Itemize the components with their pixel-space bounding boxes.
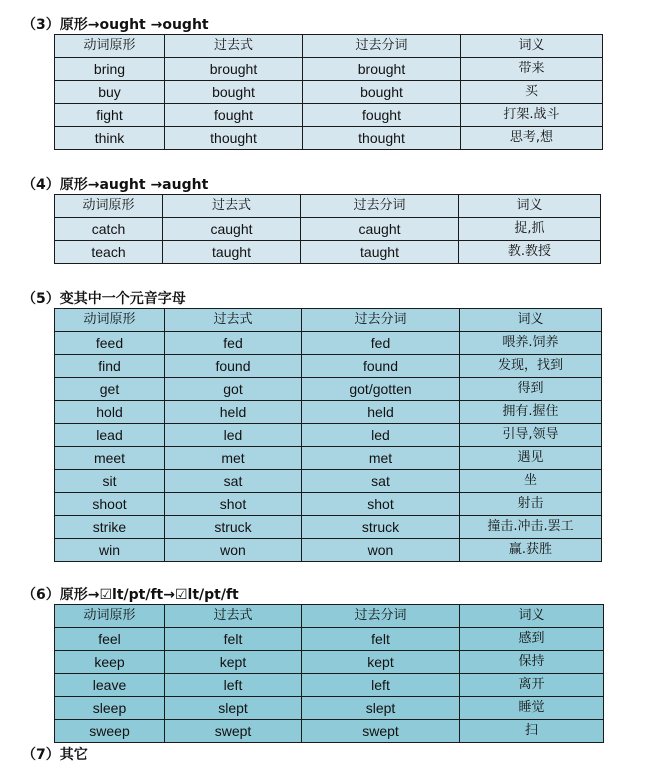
table-row [55,674,604,697]
cell-meaning: 引导,领导 [460,424,602,447]
cell-base: teach [55,241,163,264]
cell-base: win [55,539,165,562]
table-row [55,516,602,539]
cell-base: sit [55,470,165,493]
cell-meaning: 教.教授 [459,241,601,264]
table-row [55,539,602,562]
cell-meaning: 感到 [460,628,604,651]
table-row [55,424,602,447]
table-header-row [55,35,603,58]
cell-participle: caught [301,218,459,241]
cell-participle: met [302,447,460,470]
section-title: 原形→☑lt/pt/ft→☑lt/pt/ft [59,587,239,603]
cell-past: struck [165,516,302,539]
cell-past: shot [165,493,302,516]
cell-participle: swept [302,720,460,743]
cell-past: thought [165,127,303,150]
cell-meaning: 思考,想 [461,127,603,150]
verb-table [54,308,602,562]
section-number: （3） [22,17,60,33]
cell-participle: fed [302,332,460,355]
table-header-row [55,309,602,332]
cell-meaning: 睡觉 [460,697,604,720]
cell-participle: felt [302,628,460,651]
table-row [55,58,603,81]
cell-past: left [165,674,302,697]
cell-participle: slept [302,697,460,720]
col-header-participle: 过去分词 [302,309,460,332]
col-header-past: 过去式 [165,35,303,58]
section-number: （6） [22,587,60,603]
section-5 [22,288,602,562]
section-heading [22,584,604,604]
cell-meaning: 发现，找到 [460,355,602,378]
table-header-row [55,605,604,628]
table-row [55,720,604,743]
col-header-past: 过去式 [165,309,302,332]
cell-past: held [165,401,302,424]
cell-base: meet [55,447,165,470]
col-header-participle: 过去分词 [302,605,460,628]
section-heading [22,174,601,194]
cell-meaning: 射击 [460,493,602,516]
cell-past: slept [165,697,302,720]
section-4 [22,174,601,264]
section-6 [22,584,604,743]
section-title: 变其中一个元音字母 [59,291,186,307]
table-row [55,697,604,720]
cell-participle: shot [302,493,460,516]
cell-base: sweep [55,720,165,743]
section-heading [22,288,602,308]
cell-participle: brought [303,58,461,81]
table-row [55,81,603,104]
section-3 [22,14,603,150]
next-section-heading: （7）其它 [22,747,88,763]
table-row [55,332,602,355]
cell-participle: held [302,401,460,424]
table-row [55,241,601,264]
table-row [55,104,603,127]
cell-meaning: 扫 [460,720,604,743]
cell-past: swept [165,720,302,743]
table-row [55,127,603,150]
cell-past: fought [165,104,303,127]
verb-table [54,34,603,150]
col-header-past: 过去式 [165,605,302,628]
cell-participle: left [302,674,460,697]
table-row [55,355,602,378]
col-header-participle: 过去分词 [303,35,461,58]
cell-base: bring [55,58,165,81]
cell-meaning: 坐 [460,470,602,493]
cell-meaning: 保持 [460,651,604,674]
table-row [55,447,602,470]
col-header-meaning: 词义 [460,309,602,332]
verb-table [54,604,604,743]
cell-participle: struck [302,516,460,539]
cell-participle: led [302,424,460,447]
cell-base: buy [55,81,165,104]
cell-meaning: 撞击.冲击.罢工 [460,516,602,539]
verb-table [54,194,601,264]
cell-meaning: 打架.战斗 [461,104,603,127]
cell-past: bought [165,81,303,104]
section-title: 原形→ought →ought [59,17,209,33]
cell-meaning: 买 [461,81,603,104]
cell-base: find [55,355,165,378]
cell-base: leave [55,674,165,697]
table-row [55,218,601,241]
col-header-meaning: 词义 [459,195,601,218]
cell-participle: won [302,539,460,562]
cell-base: get [55,378,165,401]
cell-participle: got/gotten [302,378,460,401]
cell-base: think [55,127,165,150]
cell-meaning: 得到 [460,378,602,401]
cell-meaning: 拥有.握住 [460,401,602,424]
col-header-participle: 过去分词 [301,195,459,218]
cell-past: won [165,539,302,562]
cell-participle: taught [301,241,459,264]
cell-base: lead [55,424,165,447]
col-header-base: 动词原形 [55,605,165,628]
table-row [55,470,602,493]
cell-participle: thought [303,127,461,150]
cell-participle: kept [302,651,460,674]
cell-past: fed [165,332,302,355]
cell-base: feed [55,332,165,355]
cell-meaning: 捉,抓 [459,218,601,241]
cell-past: met [165,447,302,470]
table-row [55,651,604,674]
section-number: （4） [22,177,60,193]
cell-meaning: 喂养.饲养 [460,332,602,355]
cell-past: led [165,424,302,447]
cell-meaning: 离开 [460,674,604,697]
cell-past: got [165,378,302,401]
cell-past: found [165,355,302,378]
table-row [55,378,602,401]
section-title: 原形→aught →aught [59,177,209,193]
cell-base: hold [55,401,165,424]
cell-participle: bought [303,81,461,104]
table-row [55,493,602,516]
cell-meaning: 带来 [461,58,603,81]
cell-base: fight [55,104,165,127]
col-header-meaning: 词义 [460,605,604,628]
cell-past: kept [165,651,302,674]
col-header-base: 动词原形 [55,309,165,332]
cell-past: brought [165,58,303,81]
cell-base: keep [55,651,165,674]
table-header-row [55,195,601,218]
table-row [55,628,604,651]
col-header-base: 动词原形 [55,195,163,218]
cell-past: sat [165,470,302,493]
cell-past: caught [163,218,301,241]
cell-base: catch [55,218,163,241]
section-number: （5） [22,291,60,307]
cell-base: feel [55,628,165,651]
table-row [55,401,602,424]
cell-participle: found [302,355,460,378]
cell-meaning: 赢.获胜 [460,539,602,562]
col-header-meaning: 词义 [461,35,603,58]
cell-base: strike [55,516,165,539]
cell-participle: fought [303,104,461,127]
cell-base: sleep [55,697,165,720]
col-header-past: 过去式 [163,195,301,218]
cell-base: shoot [55,493,165,516]
cell-meaning: 遇见 [460,447,602,470]
cell-past: felt [165,628,302,651]
col-header-base: 动词原形 [55,35,165,58]
cell-past: taught [163,241,301,264]
section-heading [22,14,603,34]
cell-participle: sat [302,470,460,493]
